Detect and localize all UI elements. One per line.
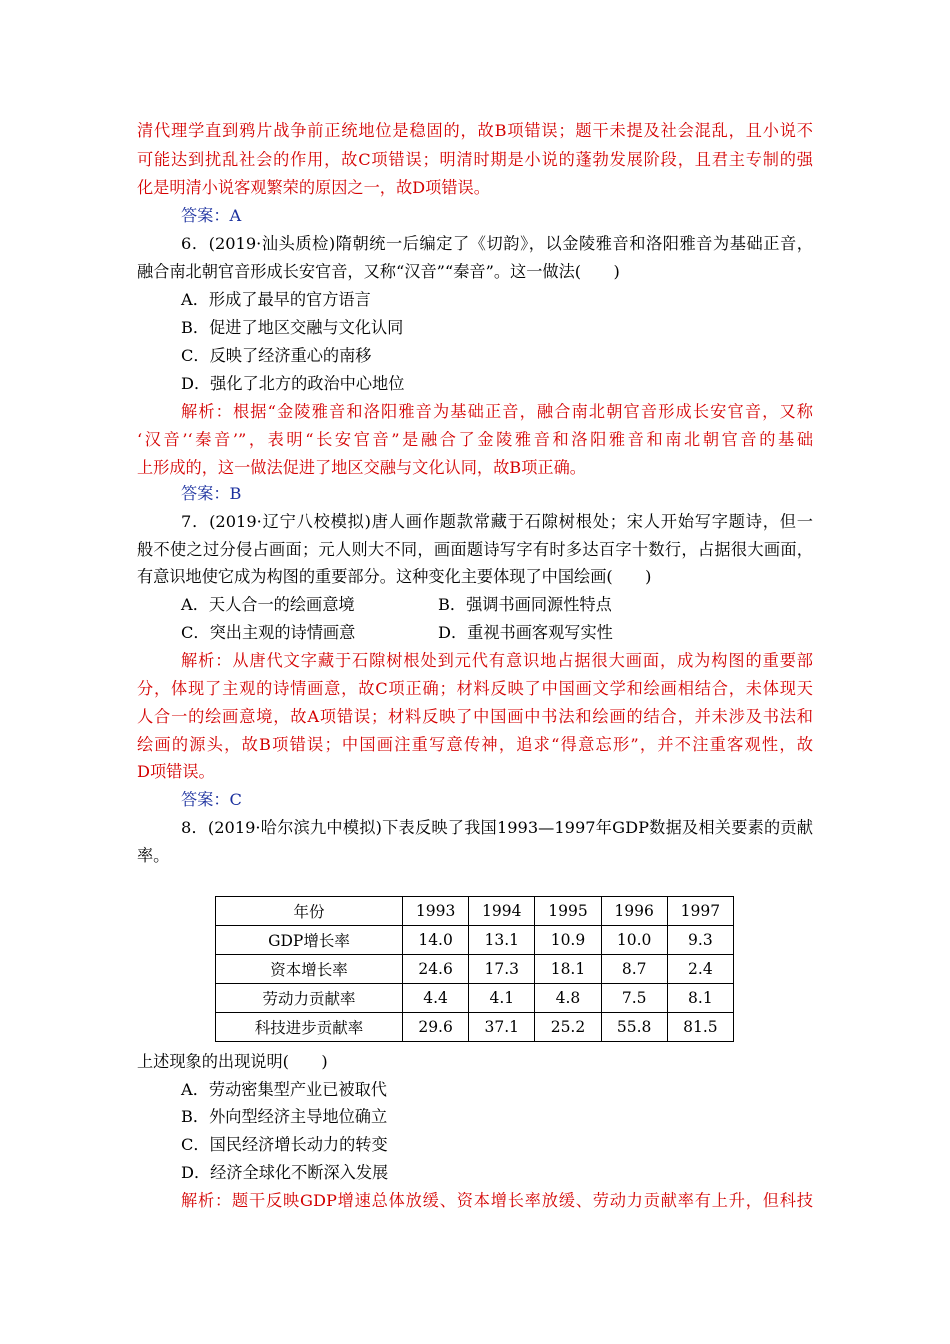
q6-analysis-line-2: ‘汉音’‘秦音’”，表明“长安官音”是融合了金陵雅音和洛阳雅音和南北朝官音的基础 <box>137 430 813 449</box>
table-header-row <box>216 897 734 926</box>
table-cell: 81.5 <box>667 1013 733 1042</box>
gdp-table <box>215 896 734 1042</box>
table-cell: 科技进步贡献率 <box>216 1013 403 1042</box>
table-cell: 9.3 <box>667 926 733 955</box>
table-cell: 8.1 <box>667 984 733 1013</box>
table-cell: 10.9 <box>535 926 601 955</box>
table-cell: 4.1 <box>469 984 535 1013</box>
q8-option-b: B．外向型经济主导地位确立 <box>181 1107 388 1126</box>
q6-stem-line-1: 6．(2019·汕头质检)隋朝统一后编定了《切韵》，以金陵雅音和洛阳雅音为基础正音， <box>181 234 813 253</box>
q6-answer: 答案：B <box>181 484 242 503</box>
intro-line-1: 清代理学直到鸦片战争前正统地位是稳固的，故B项错误；题干未提及社会混乱，且小说不 <box>137 121 813 140</box>
table-header-cell: 1995 <box>535 897 601 926</box>
table-header-cell: 年份 <box>216 897 403 926</box>
table-header-cell: 1996 <box>601 897 667 926</box>
table-row <box>216 1013 734 1042</box>
q7-option-c: C．突出主观的诗情画意 <box>181 623 356 642</box>
q8-stem-line-2: 率。 <box>137 846 170 865</box>
table-cell: 4.4 <box>403 984 469 1013</box>
q7-option-d: D．重视书画客观写实性 <box>438 623 613 642</box>
table-cell: 17.3 <box>469 955 535 984</box>
q8-option-a: A．劳动密集型产业已被取代 <box>181 1080 387 1099</box>
q6-option-d: D．强化了北方的政治中心地位 <box>181 374 405 393</box>
table-cell: 25.2 <box>535 1013 601 1042</box>
table-header-cell: 1997 <box>667 897 733 926</box>
table-cell: 资本增长率 <box>216 955 403 984</box>
q8-analysis-line-1: 解析：题干反映GDP增速总体放缓、资本增长率放缓、劳动力贡献率有上升，但科技 <box>181 1191 813 1210</box>
table-cell: 10.0 <box>601 926 667 955</box>
table-header-cell: 1993 <box>403 897 469 926</box>
table-cell: 37.1 <box>469 1013 535 1042</box>
q6-option-a: A．形成了最早的官方语言 <box>181 290 371 309</box>
q8-stem-line-1: 8．(2019·哈尔滨九中模拟)下表反映了我国1993—1997年GDP数据及相关要素的贡献 <box>181 818 813 837</box>
table-row <box>216 984 734 1013</box>
table-cell: 24.6 <box>403 955 469 984</box>
table-cell: 劳动力贡献率 <box>216 984 403 1013</box>
q7-option-b: B．强调书画同源性特点 <box>438 595 612 614</box>
q6-analysis-line-3: 上形成的，这一做法促进了地区交融与文化认同，故B项正确。 <box>137 458 586 477</box>
table-row <box>216 926 734 955</box>
table-cell: 8.7 <box>601 955 667 984</box>
q6-option-b: B．促进了地区交融与文化认同 <box>181 318 404 337</box>
q7-analysis-line-2: 分，体现了主观的诗情画意，故C项正确；材料反映了中国画文学和绘画相结合，未体现天 <box>137 679 813 698</box>
q7-analysis-line-4: 绘画的源头，故B项错误；中国画注重写意传神，追求“得意忘形”，并不注重客观性，故 <box>137 735 813 754</box>
q6-option-c: C．反映了经济重心的南移 <box>181 346 372 365</box>
table-cell: 7.5 <box>601 984 667 1013</box>
table-cell: 18.1 <box>535 955 601 984</box>
table-row <box>216 955 734 984</box>
q6-stem-line-2: 融合南北朝官音形成长安官音，又称“汉音”“秦音”。这一做法( ) <box>137 262 620 281</box>
table-cell: 29.6 <box>403 1013 469 1042</box>
q8-question: 上述现象的出现说明( ) <box>137 1052 328 1071</box>
q7-stem-line-2: 般不使之过分侵占画面；元人则大不同，画面题诗写字有时多达百字十数行，占据很大画面， <box>137 540 813 559</box>
table-cell: 13.1 <box>469 926 535 955</box>
table-cell: 2.4 <box>667 955 733 984</box>
q7-stem-line-1: 7．(2019·辽宁八校模拟)唐人画作题款常藏于石隙树根处；宋人开始写字题诗，但一 <box>181 512 813 531</box>
q8-option-d: D．经济全球化不断深入发展 <box>181 1163 389 1182</box>
intro-answer: 答案：A <box>181 206 242 225</box>
q7-stem-line-3: 有意识地使它成为构图的重要部分。这种变化主要体现了中国绘画( ) <box>137 567 652 586</box>
q7-analysis-line-5: D项错误。 <box>137 762 215 781</box>
table-header-cell: 1994 <box>469 897 535 926</box>
table-cell: 14.0 <box>403 926 469 955</box>
intro-line-3: 化是明清小说客观繁荣的原因之一，故D项错误。 <box>137 178 490 197</box>
intro-line-2: 可能达到扰乱社会的作用，故C项错误；明清时期是小说的蓬勃发展阶段，且君主专制的强 <box>137 150 813 169</box>
q7-analysis-line-1: 解析：从唐代文字藏于石隙树根处到元代有意识地占据很大画面，成为构图的重要部 <box>181 651 813 670</box>
table-cell: 4.8 <box>535 984 601 1013</box>
q8-option-c: C．国民经济增长动力的转变 <box>181 1135 388 1154</box>
table-cell: GDP增长率 <box>216 926 403 955</box>
table-cell: 55.8 <box>601 1013 667 1042</box>
q7-answer: 答案：C <box>181 790 242 809</box>
q7-option-a: A．天人合一的绘画意境 <box>181 595 355 614</box>
q7-analysis-line-3: 人合一的绘画意境，故A项错误；材料反映了中国画中书法和绘画的结合，并未涉及书法和 <box>137 707 813 726</box>
q6-analysis-line-1: 解析：根据“金陵雅音和洛阳雅音为基础正音，融合南北朝官音形成长安官音，又称 <box>181 402 813 421</box>
